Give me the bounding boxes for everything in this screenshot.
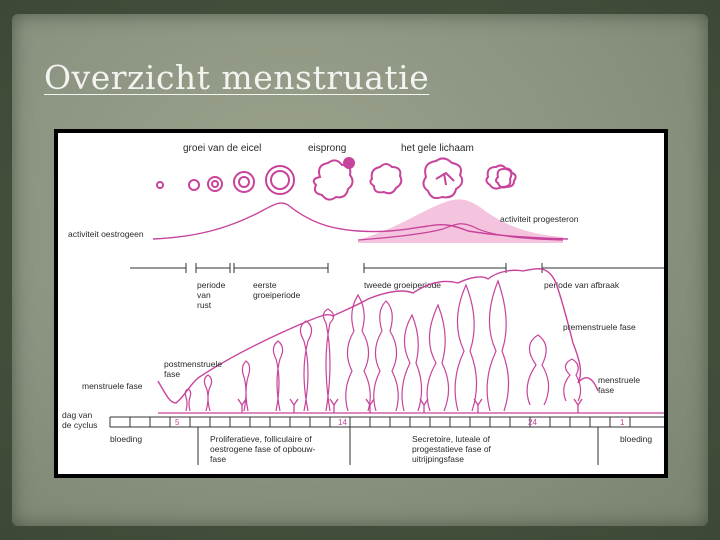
- period-timeline: [130, 263, 664, 273]
- label-cycle-day: dag van: [62, 410, 93, 420]
- label-breakdown: periode van afbraak: [544, 280, 620, 290]
- follicle-icons: [157, 166, 294, 194]
- corpus-luteum-icons: [370, 158, 515, 198]
- label-secretory-3: uitrijpingsfase: [412, 454, 464, 464]
- label-rest-period-2: van: [197, 290, 211, 300]
- blood-vessels: [238, 399, 582, 413]
- label-ovulation: eisprong: [308, 143, 347, 154]
- label-rest-period-3: rust: [197, 300, 212, 310]
- cycle-tick-1: 1: [620, 418, 625, 427]
- cycle-tick-5: 5: [175, 418, 180, 427]
- ovulation-icon: [314, 158, 354, 200]
- label-first-growth: eerste: [253, 280, 277, 290]
- label-first-growth-2: groeiperiode: [253, 290, 301, 300]
- label-follicle-growth: groei van de eicel: [183, 143, 262, 154]
- label-rest-period: periode: [197, 280, 226, 290]
- label-second-growth: tweede groeiperiode: [364, 280, 442, 290]
- menstrual-cycle-diagram: [58, 133, 664, 474]
- endometrial-glands: [185, 281, 580, 411]
- slide-title: Overzicht menstruatie: [44, 58, 430, 97]
- label-premenstrual: premenstruele fase: [563, 322, 636, 332]
- label-postmenstrual-2: fase: [164, 369, 181, 379]
- label-menstrual-left: menstruele fase: [82, 381, 143, 391]
- label-proliferative-2: oestrogene fase of opbouw-: [210, 444, 316, 454]
- label-cycle-day-2: de cyclus: [62, 420, 98, 430]
- cycle-tick-24: 24: [528, 418, 537, 427]
- label-corpus-luteum: het gele lichaam: [401, 143, 474, 154]
- label-bleeding-right: bloeding: [620, 434, 653, 444]
- cycle-axis: [110, 417, 664, 427]
- label-postmenstrual: postmenstruele: [164, 359, 223, 369]
- label-bleeding-left: bloeding: [110, 434, 143, 444]
- label-estrogen-activity: activiteit oestrogeen: [68, 229, 144, 239]
- label-menstrual-right: menstruele: [598, 375, 641, 385]
- label-proliferative: Proliferatieve, folliculaire of: [210, 434, 312, 444]
- label-secretory-2: progestatieve fase of: [412, 444, 491, 454]
- label-progesterone-activity: activiteit progesteron: [500, 214, 579, 224]
- label-menstrual-right-2: fase: [598, 385, 615, 395]
- label-proliferative-3: fase: [210, 454, 227, 464]
- label-secretory: Secretoire, luteale of: [412, 434, 490, 444]
- cycle-tick-14: 14: [338, 418, 347, 427]
